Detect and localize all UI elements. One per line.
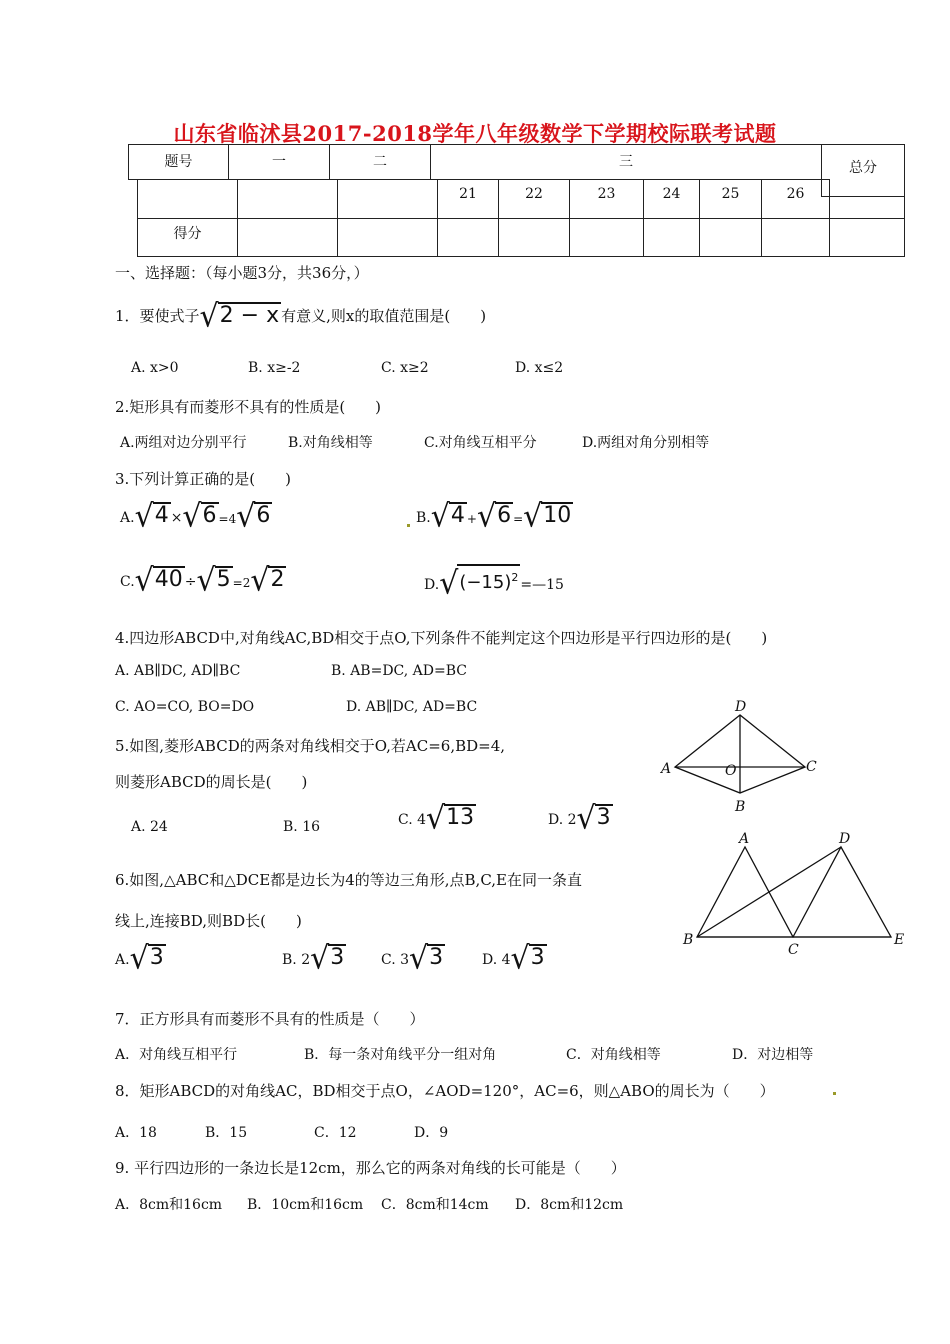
option-b: B. 2 √ 3 xyxy=(282,940,345,977)
vertex-label-e: E xyxy=(894,932,905,948)
option-c: C. 3 √ 3 xyxy=(381,940,444,977)
option-a: A. √ 4 × √ 6 =4 √ 6 xyxy=(120,498,271,535)
table-cell xyxy=(761,218,830,257)
option-d: D．9 xyxy=(414,1125,449,1141)
vertex-label-d: D xyxy=(735,699,747,715)
triangle-dce xyxy=(793,847,891,937)
question-8: 8．矩形ABCD的对角线AC，BD相交于点O，∠AOD=120°，AC=6，则△ABO的周长为（ ） xyxy=(115,1082,775,1100)
option-a: A. 24 xyxy=(131,819,168,835)
triangle-abc xyxy=(697,847,793,937)
option-b: B．15 xyxy=(205,1125,248,1141)
table-header-total: 总分 xyxy=(821,144,905,197)
sqrt-expression: √ 4 xyxy=(134,498,169,535)
option-a: A. AB∥DC, AD∥BC xyxy=(115,663,241,679)
sqrt-expression: √ 2 − x xyxy=(199,298,280,335)
vertex-label-c: C xyxy=(806,759,817,775)
sqrt-expression: √ 3 xyxy=(129,940,164,977)
question-2: 2.矩形具有而菱形不具有的性质是( ) xyxy=(115,398,382,416)
question-6: 6.如图,△ABC和△DCE都是边长为4的等边三角形,点B,C,E在同一条直 xyxy=(115,871,582,889)
vertex-label-a: A xyxy=(739,831,750,847)
table-cell xyxy=(699,218,762,257)
option-b: B. √ 4 + √ 6 = √ 10 xyxy=(416,498,572,535)
segment-bd xyxy=(697,847,841,937)
table-cell xyxy=(437,218,499,257)
page-title: 山东省临沭县2017-2018学年八年级数学下学期校际联考试题 xyxy=(173,121,777,146)
table-cell xyxy=(829,196,905,219)
vertex-label-a: A xyxy=(661,761,672,777)
option-a: A. √ 3 xyxy=(115,940,164,977)
table-col-24: 24 xyxy=(643,179,700,219)
vertex-label-d: D xyxy=(839,831,851,847)
sqrt-expression: √ 2 xyxy=(250,562,285,599)
sqrt-expression: √ 13 xyxy=(426,800,475,837)
table-cell xyxy=(237,218,338,257)
question-5-line2: 则菱形ABCD的周长是( ) xyxy=(115,773,308,791)
option-c: C. AO=CO, BO=DO xyxy=(115,699,255,715)
option-d: D. 4 √ 3 xyxy=(482,940,545,977)
sqrt-expression: √ 6 xyxy=(476,498,512,535)
question-9: 9. 平行四边形的一条边长是12cm，那么它的两条对角线的长可能是（ ） xyxy=(115,1159,626,1177)
section-heading: 一、选择题：（每小题3分，共36分，） xyxy=(115,264,369,282)
option-d: D．对边相等 xyxy=(732,1047,814,1063)
option-d: D. AB∥DC, AD=BC xyxy=(346,699,478,715)
question-text: 1．要使式子 xyxy=(115,307,200,325)
question-3: 3.下列计算正确的是( ) xyxy=(115,470,292,488)
vertex-label-b: B xyxy=(683,932,694,948)
sqrt-expression: √ 3 xyxy=(510,940,545,977)
option-c: C．对角线相等 xyxy=(566,1047,661,1063)
option-b: B. 16 xyxy=(283,819,321,835)
option-c: C．12 xyxy=(314,1125,357,1141)
option-a: A．8cm和16cm xyxy=(115,1197,223,1213)
option-c: C．8cm和14cm xyxy=(381,1197,489,1213)
table-cell xyxy=(237,179,338,219)
triangles-figure xyxy=(675,825,915,965)
table-header-2: 二 xyxy=(329,144,431,180)
sqrt-expression: √ 3 xyxy=(576,800,611,837)
table-header-tihao: 题号 xyxy=(128,144,229,180)
sqrt-expression: √ 4 xyxy=(430,498,465,535)
option-d: D. x≤2 xyxy=(515,360,564,376)
table-col-21: 21 xyxy=(437,179,499,219)
question-7: 7．正方形具有而菱形不具有的性质是（ ） xyxy=(115,1010,425,1028)
option-b: B. AB=DC, AD=BC xyxy=(331,663,467,679)
vertex-label-b: B xyxy=(735,799,746,815)
option-b: B. x≥-2 xyxy=(248,360,301,376)
option-b: B.对角线相等 xyxy=(288,435,373,451)
sqrt-expression: √ $(-15)^2$ xyxy=(439,565,519,602)
table-col-23: 23 xyxy=(569,179,644,219)
option-a: A. x>0 xyxy=(131,360,179,376)
stray-dot xyxy=(833,1092,836,1095)
vertex-label-c: C xyxy=(788,942,799,958)
option-a: A.两组对边分别平行 xyxy=(120,435,247,451)
option-d: D．8cm和12cm xyxy=(515,1197,624,1213)
stray-dot xyxy=(407,524,410,527)
option-c: C. x≥2 xyxy=(381,360,429,376)
table-col-26: 26 xyxy=(761,179,830,219)
sqrt-expression: √ 5 xyxy=(196,562,231,599)
question-1 xyxy=(115,298,487,335)
table-cell xyxy=(337,218,438,257)
table-cell xyxy=(829,218,905,257)
option-a: A．18 xyxy=(115,1125,157,1141)
sqrt-expression: √ 10 xyxy=(523,498,572,535)
option-d: D.两组对角分别相等 xyxy=(582,435,710,451)
option-c: C.对角线互相平分 xyxy=(424,435,537,451)
sqrt-expression: √ 6 xyxy=(182,498,217,535)
option-d: D. √ $(-15)^2$ =—15 xyxy=(424,565,564,602)
sqrt-expression: √ 3 xyxy=(409,940,444,977)
sqrt-expression: √ 6 xyxy=(236,498,271,535)
table-header-3: 三 xyxy=(430,144,822,180)
vertex-label-o: O xyxy=(725,763,737,779)
table-cell xyxy=(137,179,238,219)
table-header-1: 一 xyxy=(228,144,330,180)
table-cell xyxy=(498,218,570,257)
question-text: 有意义,则x的取值范围是( ) xyxy=(281,307,487,325)
sqrt-expression: √ 3 xyxy=(310,940,345,977)
question-6-line2: 线上,连接BD,则BD长( ) xyxy=(115,912,302,930)
option-a: A．对角线互相平行 xyxy=(115,1047,238,1063)
rhombus-figure xyxy=(655,695,830,820)
table-col-22: 22 xyxy=(498,179,570,219)
option-c: C. √ 40 ÷ √ 5 =2 √ 2 xyxy=(120,562,285,599)
option-c: C. 4 √ 13 xyxy=(398,800,475,837)
sqrt-expression: √ 40 xyxy=(134,562,183,599)
table-cell xyxy=(643,218,700,257)
table-row-defen: 得分 xyxy=(137,218,238,257)
table-cell xyxy=(337,179,438,219)
table-col-25: 25 xyxy=(699,179,762,219)
option-b: B．10cm和16cm xyxy=(247,1197,364,1213)
option-b: B．每一条对角线平分一组对角 xyxy=(304,1047,497,1063)
option-d: D. 2 √ 3 xyxy=(548,800,611,837)
question-4: 4.四边形ABCD中,对角线AC,BD相交于点O,下列条件不能判定这个四边形是平行四边形的是( ) xyxy=(115,629,768,647)
question-5: 5.如图,菱形ABCD的两条对角线相交于O,若AC=6,BD=4, xyxy=(115,737,506,755)
table-cell xyxy=(569,218,644,257)
